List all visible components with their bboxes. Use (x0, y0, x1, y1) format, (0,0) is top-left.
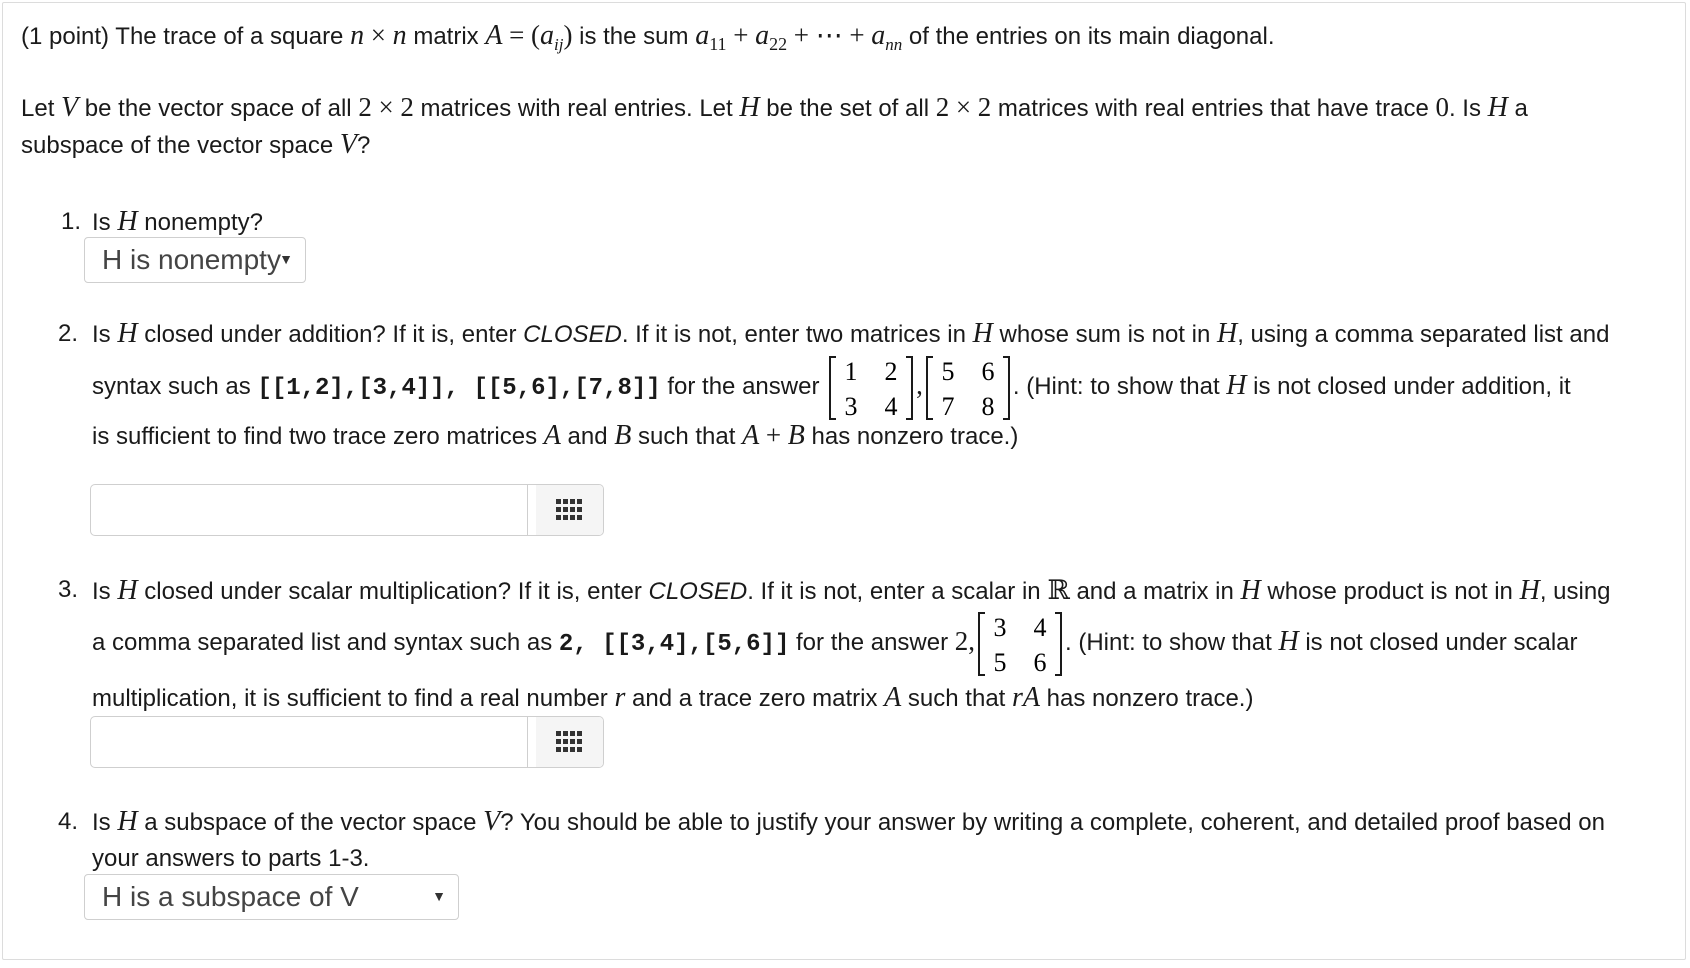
q2-text-part: . (Hint: to show that (1012, 373, 1227, 400)
q2-text-part: Is (92, 321, 118, 348)
math-sub-nn: nn (885, 35, 903, 54)
q2-text-part: is not closed under addition, it (1246, 373, 1571, 400)
math-comma: , (916, 370, 923, 400)
math-sub-22: 22 (769, 34, 788, 54)
matrix-cell: 5 (993, 647, 1007, 677)
q4-text-part: a subspace of the vector space (137, 809, 484, 836)
statement-text: a (1507, 95, 1528, 122)
math-0: 0 (1435, 92, 1449, 122)
q3-text-part: and a matrix in (1069, 578, 1241, 605)
statement-text: be the vector space of all (78, 95, 359, 122)
intro-text: is the sum (572, 23, 696, 50)
q3-text-part: has nonzero trace.) (1040, 685, 1254, 712)
intro-text: matrix (406, 23, 486, 50)
math-B: B (787, 420, 805, 451)
statement-text: matrices with real entries that have trace (991, 95, 1436, 122)
math-r: r (1012, 682, 1023, 713)
math-a: a (871, 20, 886, 51)
q2-syntax-example: [[1,2],[3,4]], [[5,6],[7,8]] (257, 375, 661, 402)
problem-panel (2, 2, 1686, 960)
statement-text: ? (356, 132, 371, 159)
dropdown-arrow-icon: ▼ (279, 251, 293, 267)
statement-text: subspace of the vector space (21, 132, 340, 159)
q3-syntax-example: 2, [[3,4],[5,6]] (558, 631, 790, 658)
q1-text-part: Is (92, 209, 118, 236)
math-cdots: ⋯ (815, 20, 843, 50)
q2-answer-box (90, 484, 604, 536)
statement-text: matrices with real entries. Let (413, 95, 740, 122)
dropdown-arrow-icon: ▼ (432, 888, 446, 904)
math-A: A (884, 682, 902, 713)
q2-text-part: whose sum is not in (992, 321, 1217, 348)
matrix-cell: 7 (941, 391, 955, 421)
matrix-cell: 3 (993, 612, 1007, 642)
q3-text-part: Is (92, 578, 118, 605)
math-H: H (739, 92, 760, 123)
intro-text: of the entries on its main diagonal. (902, 23, 1275, 50)
statement-text: be the set of all (759, 95, 936, 122)
math-plus: + (765, 420, 782, 450)
q4-text-part: Is (92, 809, 118, 836)
math-a: a (755, 20, 770, 51)
matrix-cell: 6 (981, 356, 995, 386)
q3-matrix-entry-button[interactable] (536, 717, 603, 767)
q3-text-part: a comma separated list and syntax such as (92, 629, 559, 656)
q4-select[interactable] (84, 874, 459, 920)
q3-text-part: multiplication, it is sufficient to find a real number (92, 685, 615, 712)
q2-text-line2 (92, 349, 1660, 421)
q3-example-matrix (977, 611, 1063, 677)
intro-text: (1 point) The trace of a square (21, 23, 351, 50)
closed-keyword: CLOSED (648, 578, 748, 605)
math-H: H (117, 575, 138, 606)
math-times: × (378, 92, 394, 122)
q3-example-scalar: 2, (954, 626, 976, 656)
math-plus: + (793, 20, 810, 50)
math-H: H (1216, 318, 1238, 349)
math-H: H (117, 318, 138, 349)
math-H: H (1519, 575, 1540, 606)
math-H: H (117, 206, 138, 237)
math-H: H (1240, 575, 1261, 606)
q2-text-part: closed under addition? If it is, enter (137, 321, 524, 348)
q3-text-part: for the answer (789, 629, 955, 656)
math-r: r (614, 682, 626, 713)
q3-text-part: , using (1539, 578, 1611, 605)
q2-text-part: such that (631, 423, 743, 450)
q2-text-part: has nonzero trace.) (804, 423, 1019, 450)
math-B: B (614, 420, 632, 451)
q1-select-value: H is nonempty (102, 244, 281, 275)
matrix-cell: 4 (1033, 612, 1047, 642)
math-plus: + (733, 20, 749, 50)
math-a: a (540, 20, 555, 51)
math-times: × (370, 20, 386, 50)
q2-text-part: , using a comma separated list and (1237, 321, 1610, 348)
q3-answer-box (90, 716, 604, 768)
math-lparen: ( (531, 20, 541, 50)
q2-matrix-entry-button[interactable] (536, 485, 603, 535)
math-times: × (955, 92, 972, 122)
q1-text (92, 204, 1660, 241)
math-sub-11: 11 (709, 34, 727, 54)
math-eq: = (509, 20, 525, 50)
q4-text-part: ? You should be able to justify your answer by writing a complete, coherent, and detailed proof based on (500, 809, 1605, 836)
math-reals: ℝ (1047, 575, 1070, 605)
math-H: H (1226, 370, 1247, 401)
closed-keyword: CLOSED (523, 321, 622, 348)
math-2: 2 (400, 92, 414, 122)
q3-text-line3 (92, 680, 1660, 717)
math-2: 2 (977, 92, 992, 122)
q3-text-part: . (Hint: to show that (1065, 629, 1279, 656)
math-V: V (339, 129, 357, 160)
matrix-cell: 4 (884, 391, 898, 421)
q3-text-part: closed under scalar multiplication? If it is, enter (137, 578, 649, 605)
statement-text: . Is (1448, 95, 1488, 122)
q4-text-part: your answers to parts 1-3. (92, 845, 370, 872)
q3-text-part: such that (901, 685, 1012, 712)
math-2: 2 (358, 92, 372, 122)
math-H: H (117, 806, 138, 837)
matrix-grid-icon (556, 731, 582, 752)
q1-text-part: nonempty? (137, 209, 263, 236)
q2-example-matrix-1 (828, 355, 914, 421)
q4-select-value: H is a subspace of V (102, 881, 359, 912)
math-A: A (485, 20, 503, 51)
q1-select[interactable] (84, 237, 306, 283)
math-H: H (1278, 626, 1299, 657)
matrix-grid-icon (556, 499, 582, 520)
math-A: A (742, 420, 760, 451)
math-sub-ij: ij (554, 35, 564, 54)
math-n: n (392, 20, 407, 51)
q2-text-line3 (92, 417, 1660, 455)
q2-number: 2. (58, 320, 79, 347)
q2-text-part: is sufficient to find two trace zero matrices (92, 423, 544, 450)
q3-text-part: and a trace zero matrix (625, 685, 885, 712)
math-A: A (543, 420, 561, 451)
matrix-cell: 5 (941, 356, 955, 386)
matrix-cell: 8 (981, 391, 995, 421)
problem-intro (21, 17, 1671, 63)
matrix-cell: 2 (884, 356, 898, 386)
q2-text-part: syntax such as (92, 373, 258, 400)
statement-text: Let (21, 95, 62, 122)
math-2: 2 (935, 92, 950, 122)
q3-text-part: . If it is not, enter a scalar in (747, 578, 1048, 605)
matrix-cell: 1 (844, 356, 858, 386)
q3-text-part: is not closed under scalar (1298, 629, 1578, 656)
math-V: V (61, 92, 79, 123)
math-H: H (972, 318, 993, 349)
q2-text-part: and (560, 423, 615, 450)
math-H: H (1487, 92, 1508, 123)
math-n: n (350, 20, 365, 51)
q3-number: 3. (58, 576, 79, 603)
q3-text-part: whose product is not in (1260, 578, 1520, 605)
math-A: A (1022, 682, 1041, 713)
q3-text-line2 (92, 605, 1660, 677)
q2-text-part: . If it is not, enter two matrices in (621, 321, 973, 348)
math-a: a (695, 20, 710, 51)
q4-number: 4. (58, 808, 79, 835)
q4-text (92, 804, 1660, 877)
matrix-cell: 6 (1033, 647, 1047, 677)
q3-answer-input[interactable] (91, 717, 528, 767)
math-plus: + (849, 20, 865, 50)
q1-number: 1. (61, 208, 82, 235)
math-rparen: ) (563, 20, 573, 50)
q2-text (92, 316, 1660, 353)
q2-answer-input[interactable] (91, 485, 528, 535)
matrix-cell: 3 (844, 391, 858, 421)
problem-statement (21, 89, 1671, 164)
q2-text-part: for the answer (660, 373, 827, 400)
q2-example-matrix-2 (925, 355, 1011, 421)
math-V: V (483, 806, 501, 837)
